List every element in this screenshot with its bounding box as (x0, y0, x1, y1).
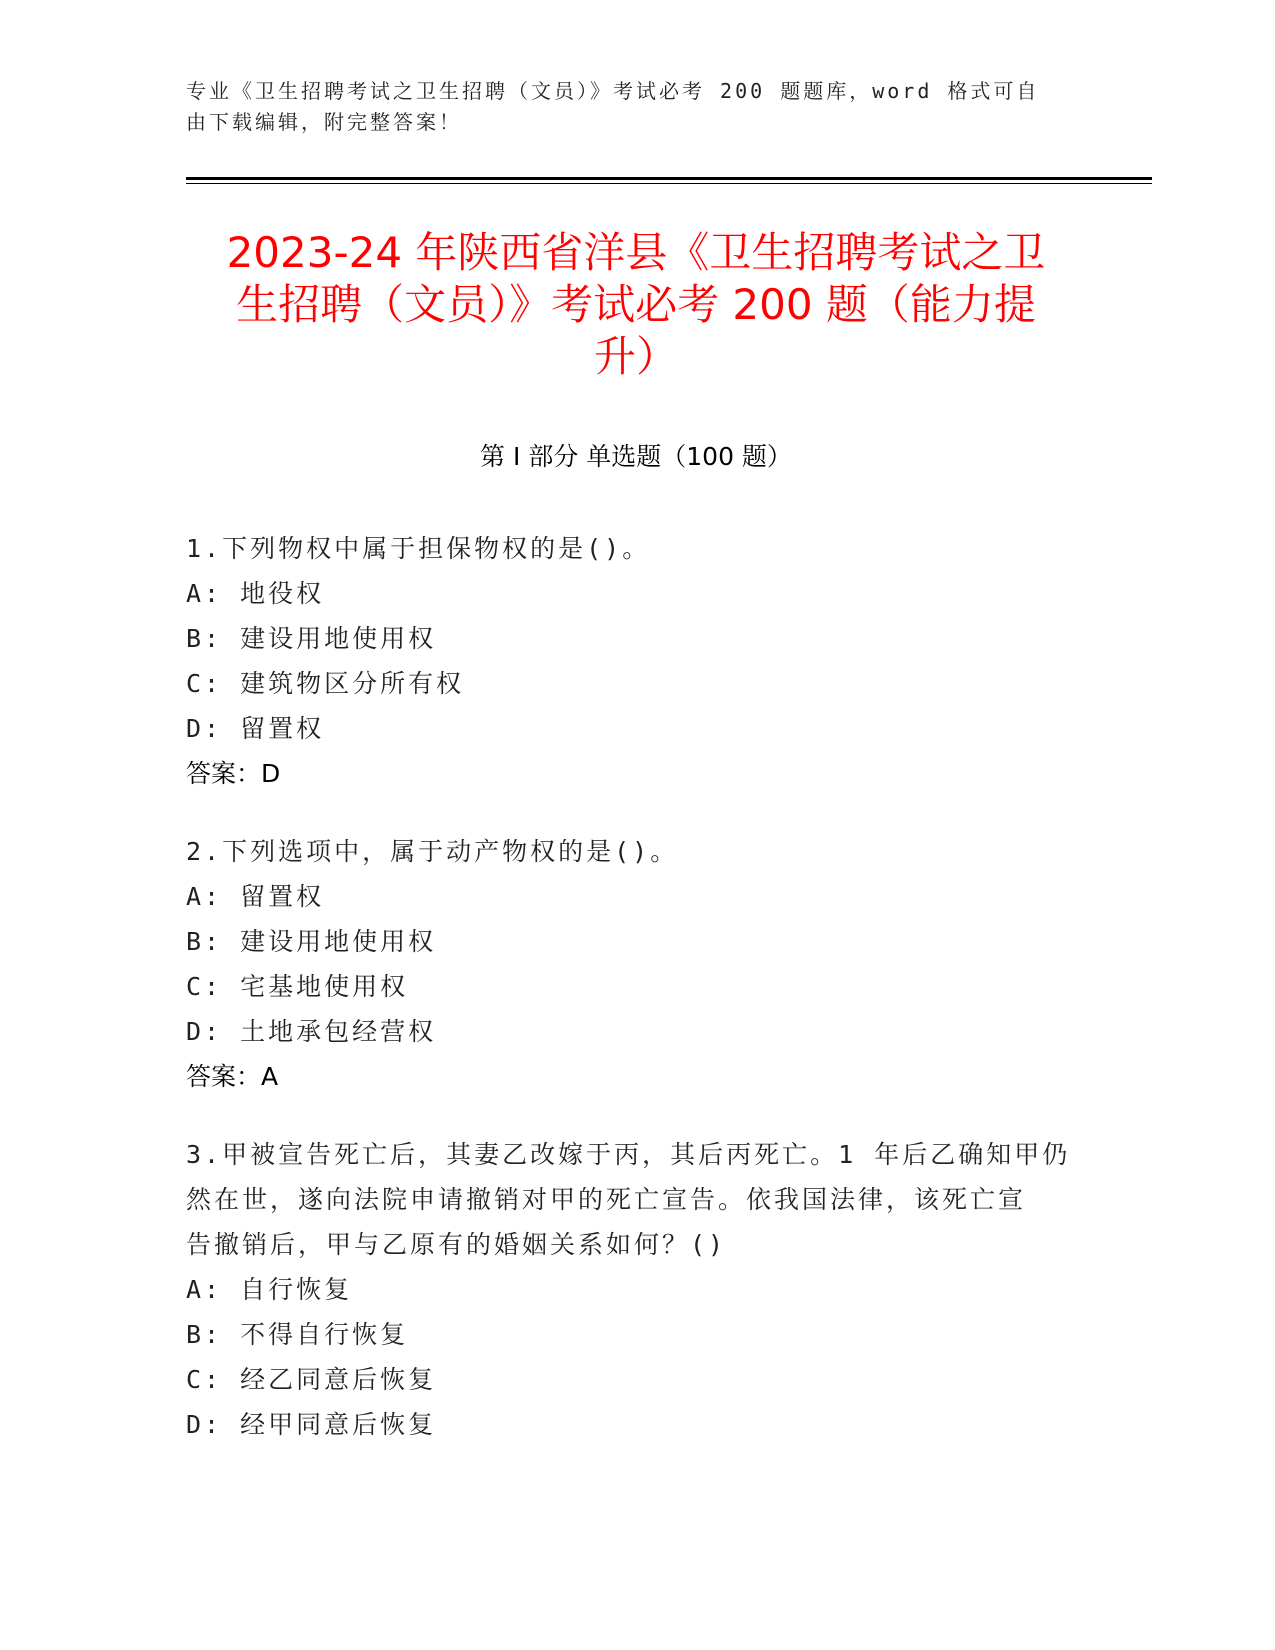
option-d: D: 留置权 (186, 714, 325, 743)
title-line-2: 生招聘（文员）》考试必考 200 题（能力提 (236, 280, 1036, 329)
question-stem-line-2: 然在世，遂向法院申请撤销对甲的死亡宣告。依我国法律，该死亡宣 (186, 1185, 1027, 1214)
question-stem: 1.下列物权中属于担保物权的是()。 (186, 534, 651, 563)
header-divider-thick (186, 177, 1152, 180)
question-1 (186, 526, 1086, 796)
option-a: A: 地役权 (186, 579, 325, 608)
document-title (186, 227, 1086, 383)
question-2 (186, 829, 1086, 1099)
option-b: B: 建设用地使用权 (186, 927, 437, 956)
title-line-3: 升） (593, 332, 678, 381)
option-c: C: 宅基地使用权 (186, 972, 409, 1001)
option-a: A: 自行恢复 (186, 1275, 353, 1304)
option-c: C: 建筑物区分所有权 (186, 669, 465, 698)
option-a: A: 留置权 (186, 882, 325, 911)
question-stem-line-1: 3.甲被宣告死亡后，其妻乙改嫁于丙，其后丙死亡。1 年后乙确知甲仍 (186, 1140, 1071, 1169)
header-note (186, 76, 1066, 138)
question-list (186, 526, 1086, 1480)
option-b: B: 不得自行恢复 (186, 1320, 409, 1349)
option-c: C: 经乙同意后恢复 (186, 1365, 437, 1394)
answer: 答案：D (186, 759, 281, 788)
header-note-line-1: 专业《卫生招聘考试之卫生招聘（文员）》考试必考 200 题题库，word 格式可自 (186, 79, 1040, 103)
option-d: D: 经甲同意后恢复 (186, 1410, 437, 1439)
header-divider-thin (186, 183, 1152, 184)
title-line-1: 2023-24 年陕西省洋县《卫生招聘考试之卫 (226, 228, 1046, 277)
option-b: B: 建设用地使用权 (186, 624, 437, 653)
question-stem-line-3: 告撤销后，甲与乙原有的婚姻关系如何？() (186, 1230, 727, 1259)
answer: 答案：A (186, 1062, 279, 1091)
question-stem: 2.下列选项中，属于动产物权的是()。 (186, 837, 679, 866)
option-d: D: 土地承包经营权 (186, 1017, 437, 1046)
section-title: 第 I 部分 单选题（100 题） (480, 442, 792, 471)
question-3 (186, 1132, 1086, 1447)
header-note-line-2: 由下载编辑，附完整答案！ (186, 110, 462, 134)
